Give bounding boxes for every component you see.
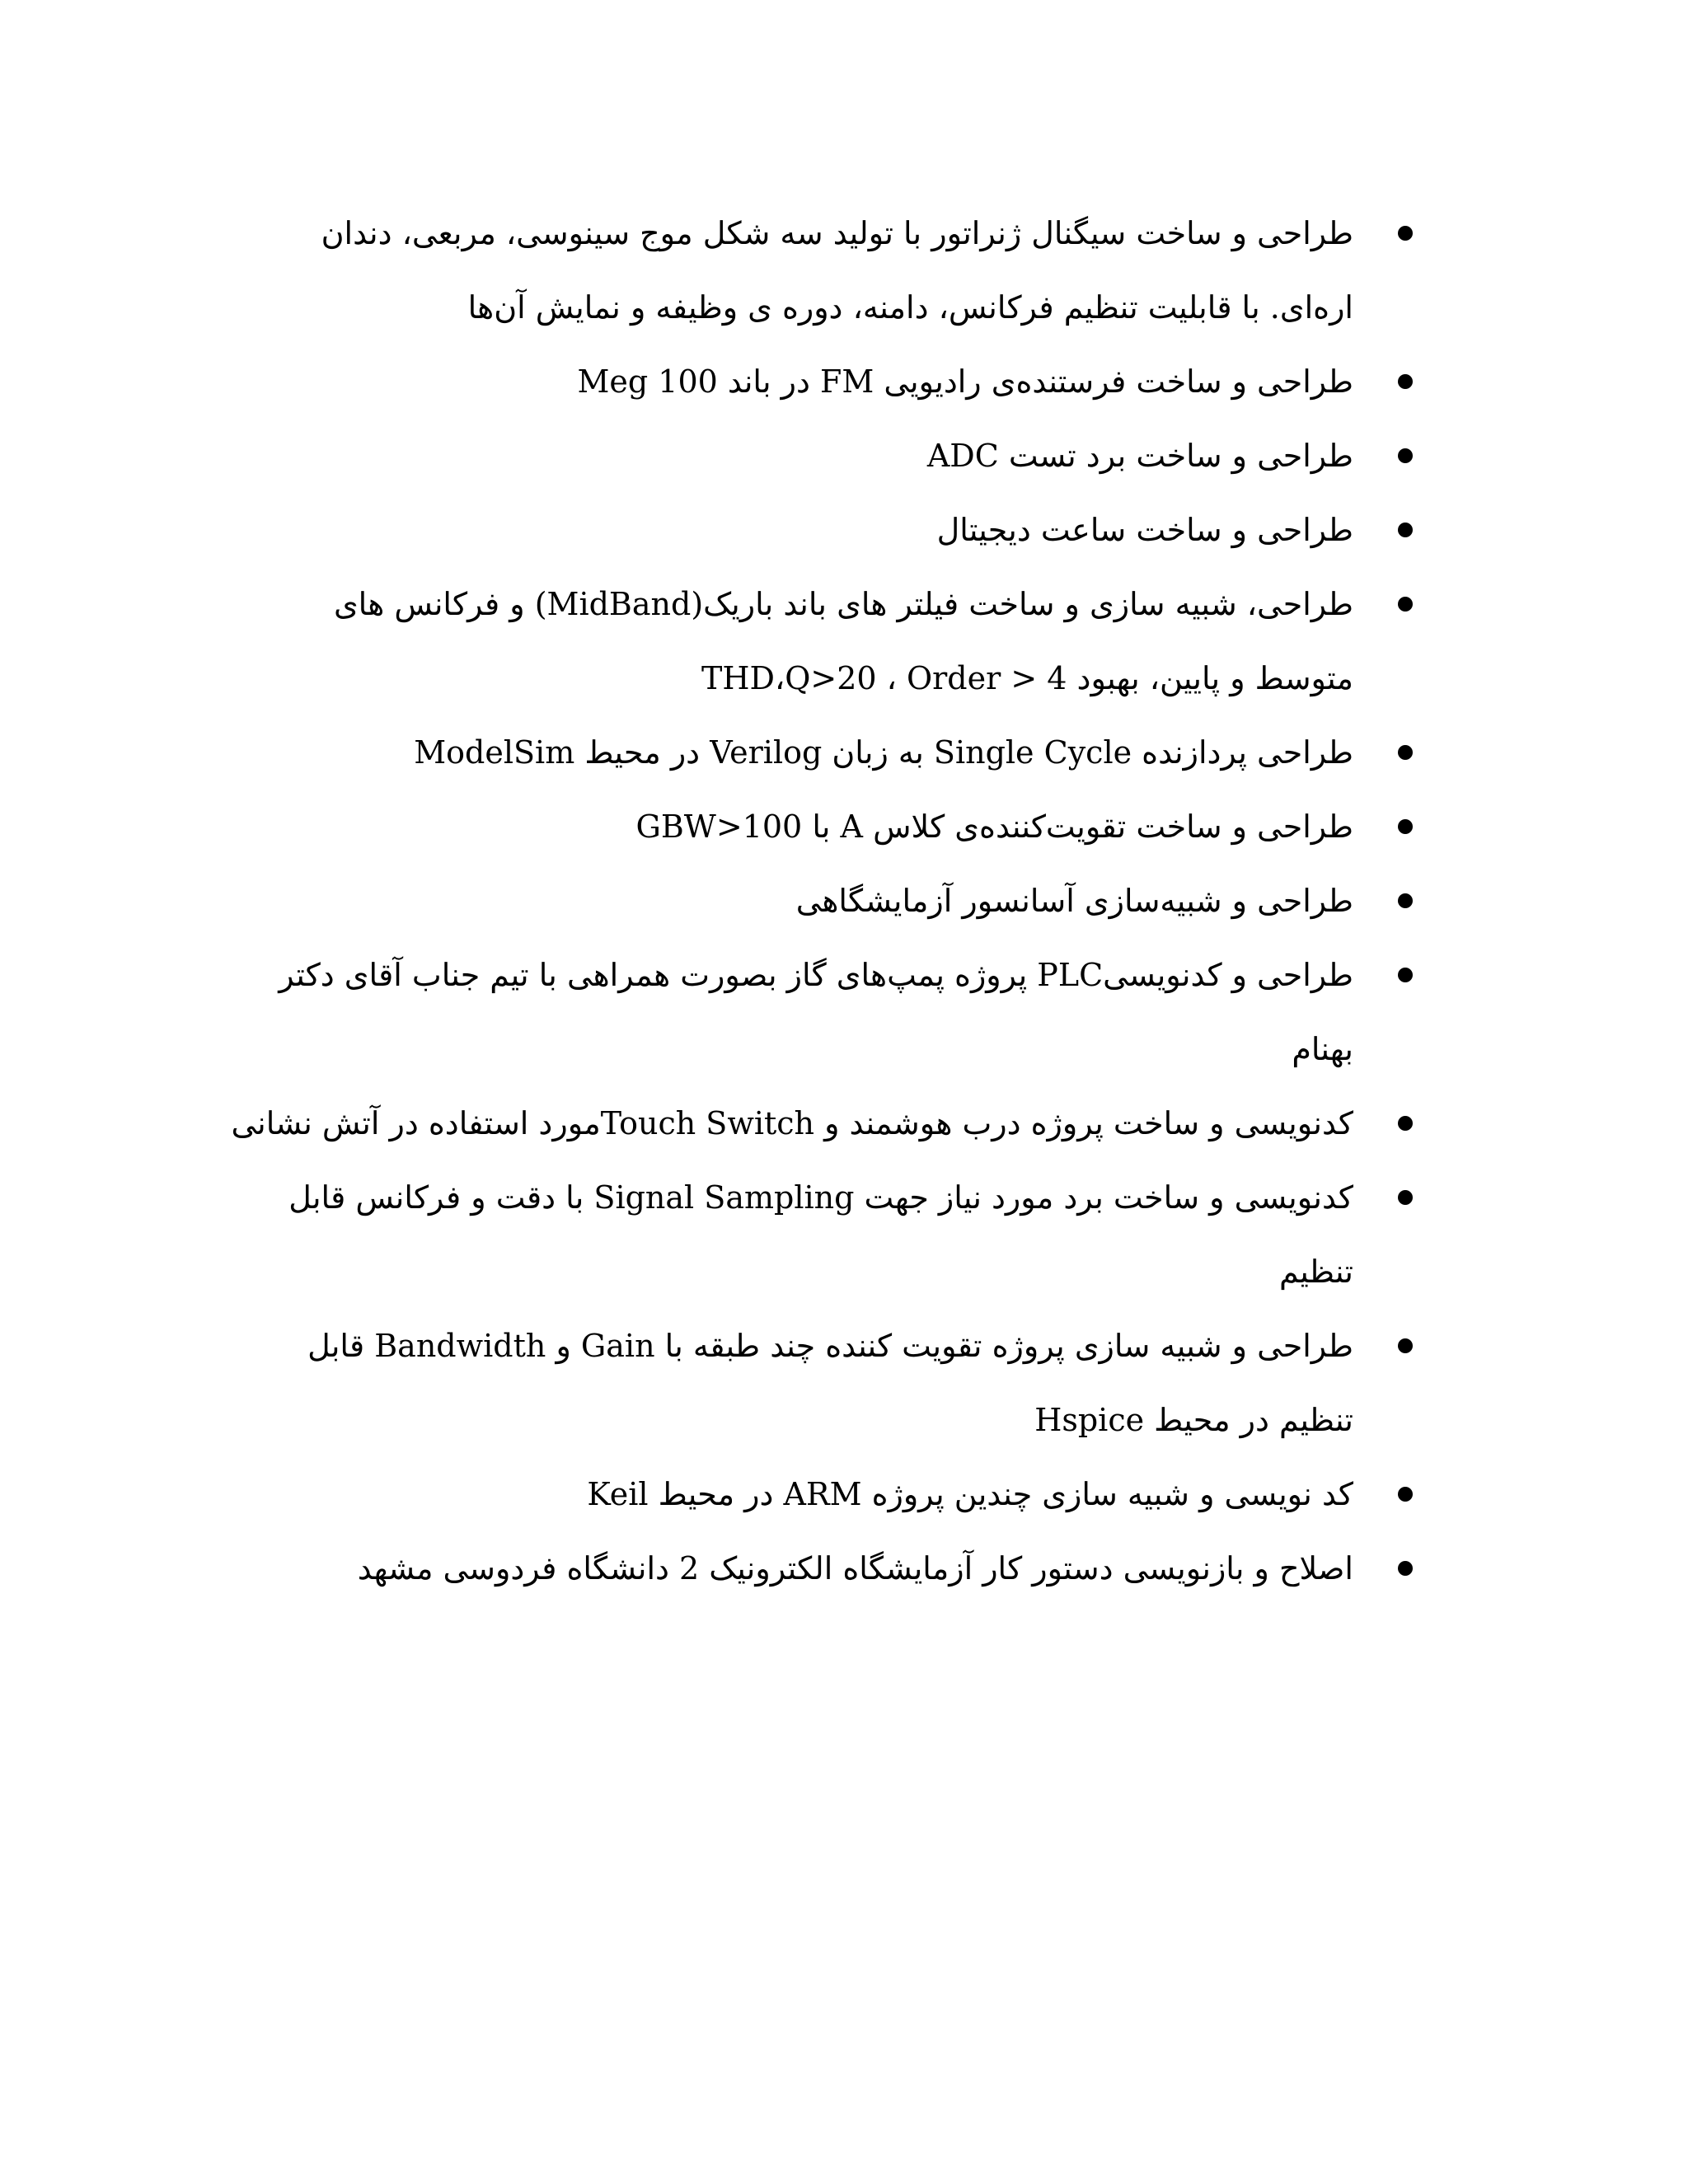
- project-text: طراحی و ساخت تقویت‌کننده‌ی کلاس A با GBW>100: [635, 808, 1353, 845]
- project-item: [231, 864, 1401, 938]
- project-item: [231, 344, 1401, 419]
- bullet-icon: [1398, 374, 1413, 389]
- project-text: طراحی و ساخت سیگنال ژنراتور با تولید سه شکل موج سینوسی، مربعی، دندان اره‌ای. با قابلیت تنظیم فرکانس، دامنه، دوره ی وظیفه و نمایش آن‌ها: [321, 215, 1353, 326]
- bullet-icon: [1398, 523, 1413, 537]
- project-item: [231, 1457, 1401, 1531]
- bullet-icon: [1398, 1338, 1413, 1353]
- project-item: [231, 1531, 1401, 1605]
- bullet-icon: [1398, 1561, 1413, 1576]
- bullet-icon: [1398, 1116, 1413, 1131]
- bullet-icon: [1398, 448, 1413, 463]
- project-text: طراحی و شبیه‌سازی آسانسور آزمایشگاهی: [795, 883, 1353, 919]
- project-item: [231, 1086, 1401, 1160]
- bullet-icon: [1398, 226, 1413, 241]
- project-text: کدنویسی و ساخت برد مورد نیاز جهت Signal Sampling با دقت و فرکانس قابل تنظیم: [288, 1179, 1353, 1290]
- bullet-icon: [1398, 968, 1413, 982]
- project-list: [231, 196, 1401, 1605]
- project-item: [231, 938, 1401, 1086]
- project-item: [231, 196, 1401, 344]
- bullet-icon: [1398, 819, 1413, 834]
- project-text: طراحی و کدنویسیPLC پروژه پمپ‌های گاز بصورت همراهی با تیم جناب آقای دکتر بهنام: [279, 957, 1353, 1067]
- project-text: طراحی و شبیه سازی پروژه تقویت کننده چند طبقه با Gain و Bandwidth قابل تنظیم در محیط Hspice: [307, 1328, 1353, 1438]
- bullet-icon: [1398, 893, 1413, 908]
- project-item: [231, 567, 1401, 715]
- bullet-icon: [1398, 745, 1413, 760]
- project-text: اصلاح و بازنویسی دستور کار آزمایشگاه الکترونیک 2 دانشگاه فردوسی مشهد: [357, 1550, 1353, 1586]
- project-item: [231, 1160, 1401, 1309]
- project-text: طراحی و ساخت ساعت دیجیتال: [936, 512, 1353, 548]
- bullet-icon: [1398, 1190, 1413, 1205]
- project-text: کدنویسی و ساخت پروژه درب هوشمند و Touch Switchمورد استفاده در آتش نشانی: [231, 1105, 1353, 1141]
- bullet-icon: [1398, 1487, 1413, 1502]
- project-item: [231, 790, 1401, 864]
- project-item: [231, 493, 1401, 567]
- project-item: [231, 715, 1401, 790]
- project-text: طراحی، شبیه سازی و ساخت فیلتر های باند باریک(MidBand) و فرکانس های متوسط و پایین، بهبود THD،Q>20 ، Order > 4: [333, 586, 1353, 696]
- project-item: [231, 419, 1401, 493]
- project-text: طراحی و ساخت برد تست ADC: [926, 438, 1353, 474]
- project-item: [231, 1309, 1401, 1457]
- project-text: کد نویسی و شبیه سازی چندین پروژه ARM در محیط Keil: [587, 1476, 1353, 1512]
- project-text: طراحی و ساخت فرستنده‌ی رادیویی FM در باند 100 Meg: [577, 363, 1353, 400]
- bullet-icon: [1398, 597, 1413, 612]
- project-text: طراحی پردازنده Single Cycle به زبان Verilog در محیط ModelSim: [414, 734, 1353, 771]
